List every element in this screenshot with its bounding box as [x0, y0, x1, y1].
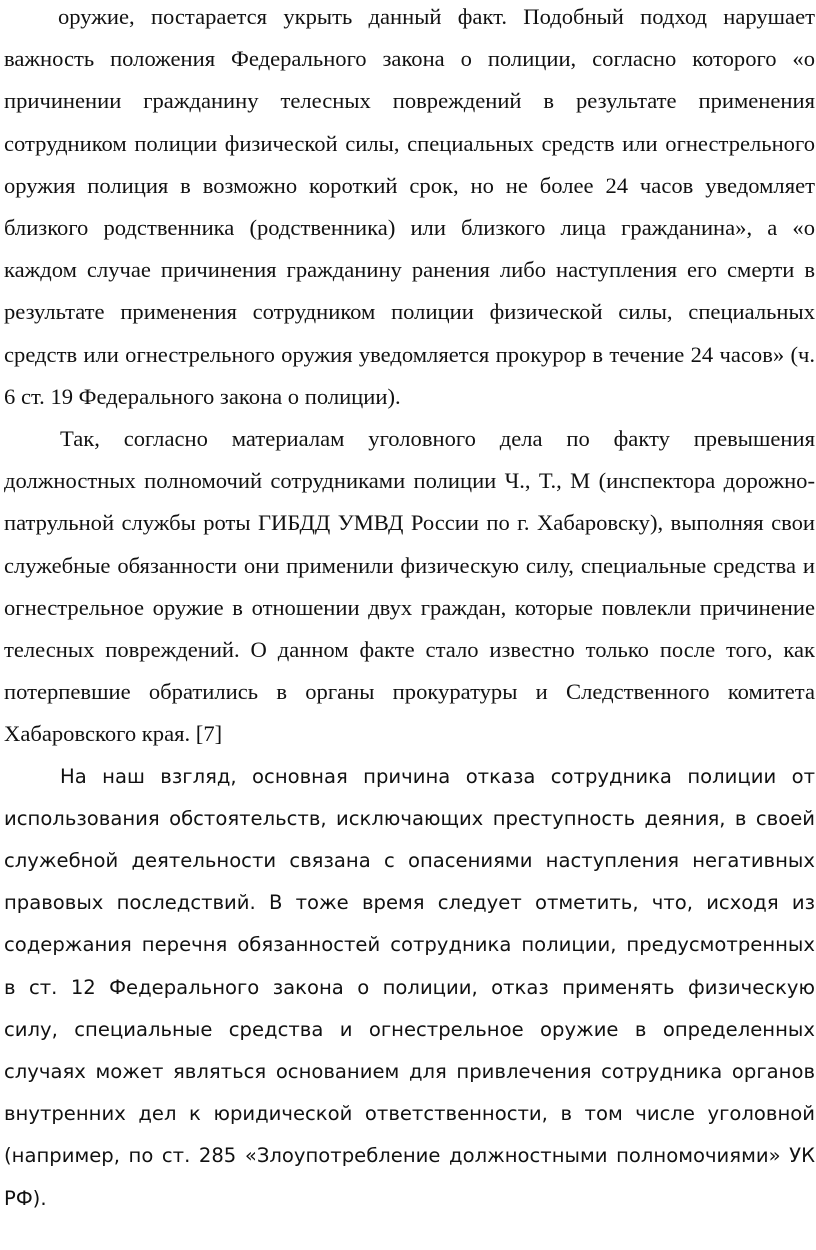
paragraph-conclusion: На наш взгляд, основная причина отказа сотрудника полиции от использования обстоятельств, исключающих преступность деяния, в своей служебной деятельности связана с опасениями наступления негативных правовых последствий. В тоже время следует отметить, что, исходя из содержания перечня обязанностей сотрудника полиции, предусмотренных в ст. 12 Федерального закона о полиции, отказ применять физическую силу, специальные средства и огнестрельное оружие в определенных случаях может являться основанием для привлечения сотрудника органов внутренних дел к юридической ответственности, в том числе уголовной (например, по ст. 285 «Злоупотребление должностными полномочиями» УК РФ). — [4, 764, 815, 1210]
paragraph-case-example: Так, согласно материалам уголовного дела по факту превышения должностных полномочий сотрудниками полиции Ч., Т., М (инспектора дорожно-патрульной службы роты ГИБДД УМВД России по г. Хабаровску), выполняя свои служебные обязанности они применили физическую силу, специальные средства и огнестрельное оружие в отношении двух граждан, которые повлекли причинение телесных повреждений. О данном факте стало известно только после того, как потерпевшие обратились в органы прокуратуры и Следственного комитета Хабаровского края. [7] — [4, 426, 815, 747]
paragraph-continuation: оружие, постарается укрыть данный факт. Подобный подход нарушает важность положения Федерального закона о полиции, согласно которого «о причинении гражданину телесных повреждений в результате применения сотрудником полиции физической силы, специальных средств или огнестрельного оружия полиция в возможно короткий срок, но не более 24 часов уведомляет близкого родственника (родственника) или близкого лица гражданина», а «о каждом случае причинения гражданину ранения либо наступления его смерти в результате применения сотрудником полиции физической силы, специальных средств или огнестрельного оружия уведомляется прокурор в течение 24 часов» (ч. 6 ст. 19 Федерального закона о полиции). — [4, 4, 815, 409]
